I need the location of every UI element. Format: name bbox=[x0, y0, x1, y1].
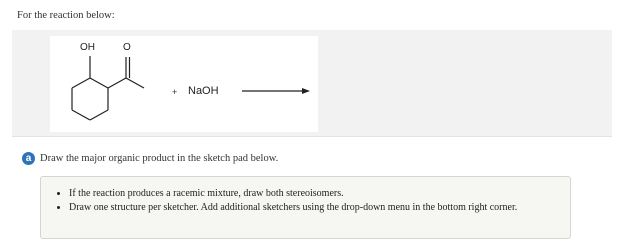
instruction-item: • Draw one structure per sketcher. Add additional sketchers using the drop-down menu in the bottom right corner. bbox=[69, 202, 517, 213]
divider bbox=[12, 136, 612, 137]
instruction-item: • If the reaction produces a racemic mixture, draw both stereoisomers. bbox=[69, 188, 517, 199]
step-instruction: Draw the major organic product in the sketch pad below. bbox=[40, 153, 279, 164]
reagent-label: NaOH bbox=[188, 85, 219, 97]
arrow-head bbox=[302, 88, 310, 94]
reaction-panel bbox=[12, 30, 612, 136]
step-badge: a bbox=[22, 152, 35, 165]
plus-sign: + bbox=[172, 87, 178, 97]
hydroxyl-label: OH bbox=[80, 42, 95, 53]
oxygen-label: O bbox=[123, 42, 131, 53]
reaction-arrow bbox=[12, 30, 612, 136]
instructions-list bbox=[41, 188, 517, 216]
question-intro: For the reaction below: bbox=[17, 10, 115, 21]
instructions-box bbox=[40, 176, 571, 239]
